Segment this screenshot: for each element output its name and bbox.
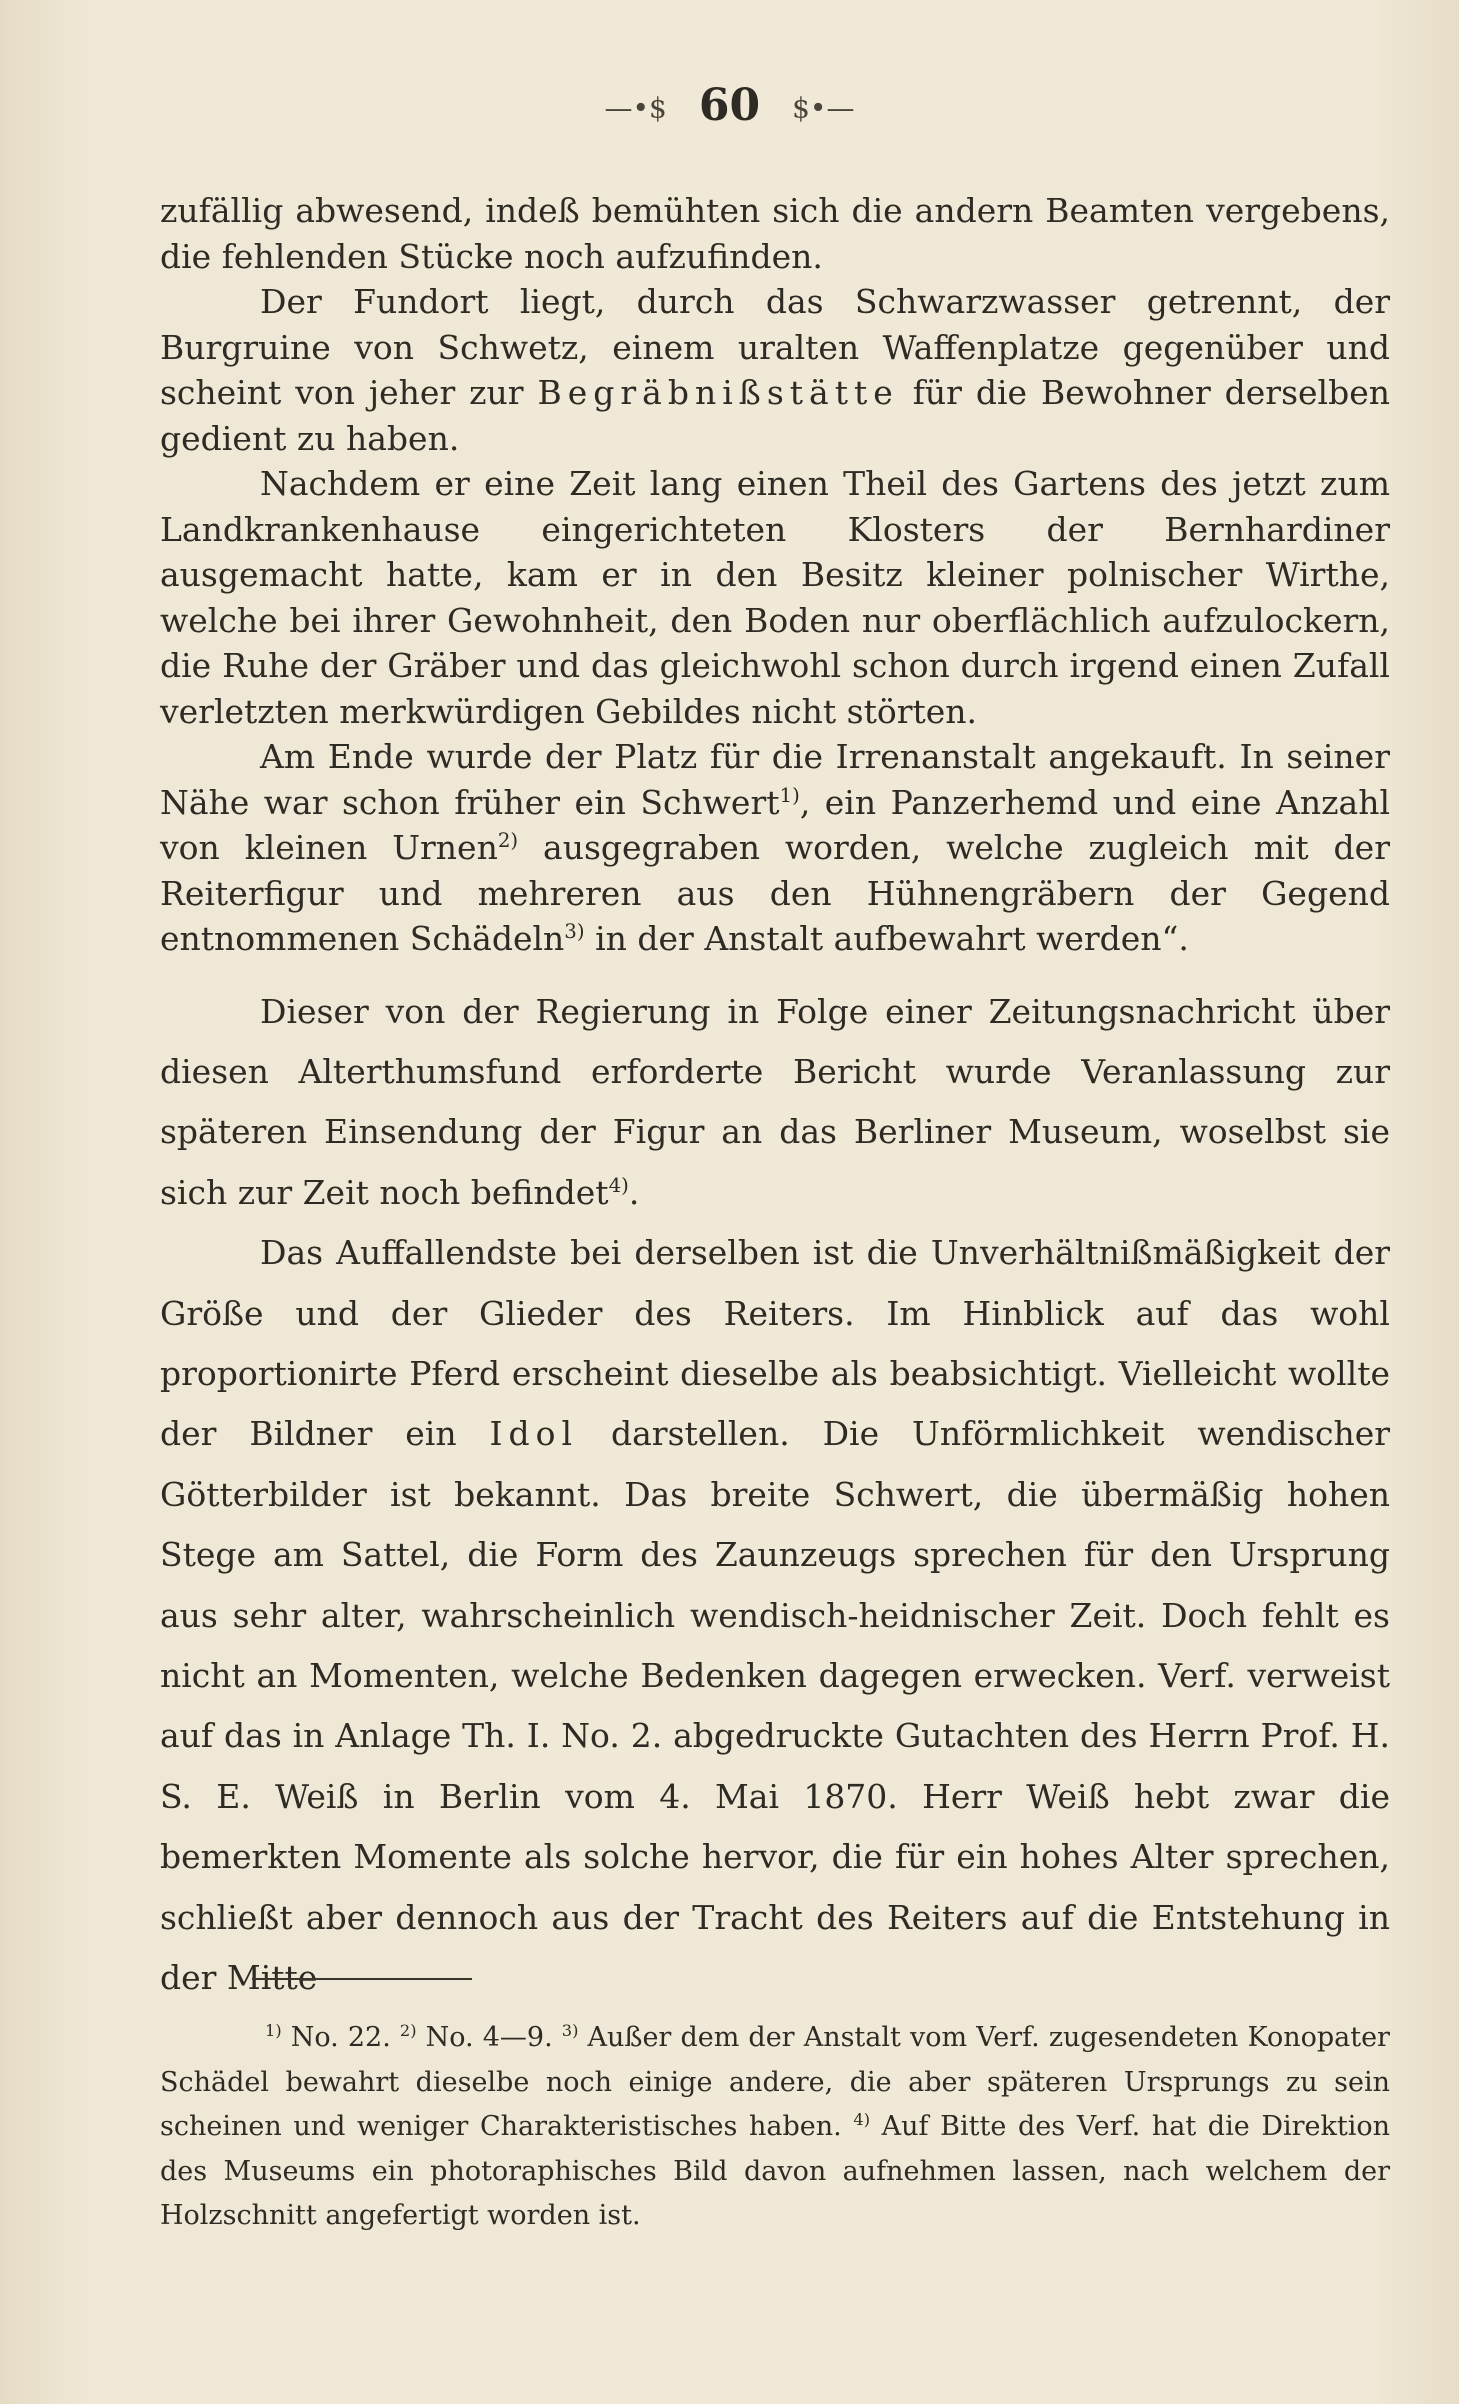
main-paragraph-2-part-a: Das Auffallendste bei derselben ist die Unverhältnißmäßigkeit der Größe und der Glieder des Reiters. Im Hinblick auf das wohl proportionirte Pferd erscheint dieselbe als beabsichtigt. Vielleicht wollte der Bildner ein — [160, 1233, 1390, 1454]
quote-paragraph-1 — [160, 188, 1390, 279]
body-text — [160, 188, 1390, 2008]
footnotes-paragraph — [160, 2016, 1390, 2239]
quote-paragraph-2 — [160, 279, 1390, 461]
footnote-marker-3: 3) — [564, 920, 585, 943]
footnote-3-text: Außer dem der Anstalt vom Verf. zugesendeten Konopater Schädel bewahrt dieselbe noch einige andere, die aber späteren Ursprungs zu sein scheinen und weniger Charakteristisches haben. — [160, 2022, 1390, 2143]
quote-paragraph-2-end: für die Bewohner derselben gedient zu haben. — [160, 373, 1390, 458]
footnotes — [160, 2016, 1390, 2239]
main-paragraph-1 — [160, 982, 1390, 1224]
footnote-1-text: No. 22. — [281, 2022, 400, 2053]
main-text — [160, 982, 1390, 2009]
footnote-2-number: 2) — [399, 2021, 417, 2040]
quote-paragraph-4-part-a: Am Ende wurde der Platz für die Irrenanstalt angekauft. In seiner Nähe war schon früher ein Schwert — [160, 737, 1390, 822]
page-number: 60 — [698, 80, 761, 131]
page-header — [0, 80, 1459, 133]
spaced-term-idol: Idol — [489, 1414, 579, 1454]
main-paragraph-2-part-b: darstellen. Die Unförmlichkeit wendischer Götterbilder ist bekannt. Das breite Schwert, die übermäßig hohen Stege am Sattel, die Form des Zaunzeugs sprechen für den Ursprung aus sehr alter, wahrscheinlich wendisch-heidnischer Zeit. Doch fehlt es nicht an Momenten, welche Bedenken dagegen erwecken. Verf. verweist auf das in Anlage Th. I. No. 2. abgedruckte Gutachten des Herrn Prof. H. S. E. Weiß in Berlin vom 4. Mai 1870. Herr Weiß hebt zwar die bemerkten Momente als solche hervor, die für ein hohes Alter sprechen, schließt aber dennoch aus der Tracht des Reiters auf die Entstehung in der Mitte — [160, 1414, 1391, 1997]
quote-paragraph-1-text: zufällig abwesend, indeß bemühten sich die andern Beamten vergebens, die fehlenden Stücke noch aufzufinden. — [160, 191, 1390, 276]
quote-paragraph-4-part-c: ausgegraben worden, welche zugleich mit der Reiterfigur und mehreren aus den Hühnengräbern der Gegend entnommenen Schädeln — [160, 828, 1390, 958]
footnote-4-text: Auf Bitte des Verf. hat die Direktion des Museums ein photoraphisches Bild davon aufnehmen lassen, nach welchem der Holzschnitt angefertigt worden ist. — [160, 2111, 1390, 2232]
footnote-marker-2: 2) — [497, 829, 519, 852]
quote-paragraph-3 — [160, 461, 1390, 734]
spaced-term-begraebnisstaette: Begräbnißstätte — [537, 373, 899, 412]
main-paragraph-1-end: . — [628, 1172, 640, 1212]
main-paragraph-1-text: Dieser von der Regierung in Folge einer Zeitungsnachricht über diesen Alterthumsfund erforderte Bericht wurde Veranlassung zur späteren Einsendung der Figur an das Berliner Museum, woselbst sie sich zur Zeit noch befindet — [160, 991, 1390, 1212]
footnote-2-text: No. 4—9. — [416, 2022, 562, 2053]
footnote-4-number: 4) — [853, 2110, 871, 2130]
quote-paragraph-3-text: Nachdem er eine Zeit lang einen Theil des Gartens des jetzt zum Landkrankenhause eingerichteten Klosters der Bernhardiner ausgemacht hatte, kam er in den Besitz kleiner polnischer Wirthe, welche bei ihrer Gewohnheit, den Boden nur oberflächlich aufzulockern, die Ruhe der Gräber und das gleichwohl schon durch irgend einen Zufall verletzten merkwürdigen Gebildes nicht störten. — [160, 464, 1390, 731]
quote-paragraph-4-part-d: in der Anstalt aufbewahrt werden“. — [584, 919, 1189, 958]
ornament-right: $•— — [792, 91, 855, 125]
footnote-divider — [252, 1978, 472, 1980]
quote-paragraph-4-part-b: , ein Panzerhemd und eine Anzahl von kleinen Urnen — [160, 782, 1391, 867]
quote-paragraph-2-start: Der Fundort liegt, durch das Schwarzwasser getrennt, der Burgruine von Schwetz, einem uralten Waffenplatze gegenüber und scheint von jeher zur — [160, 282, 1390, 412]
quoted-report — [160, 188, 1390, 962]
quote-paragraph-4 — [160, 734, 1390, 962]
footnote-1-number: 1) — [265, 2021, 282, 2040]
footnote-3-number: 3) — [561, 2021, 579, 2040]
footnote-marker-4: 4) — [608, 1173, 629, 1197]
main-paragraph-2 — [160, 1223, 1390, 2008]
ornament-left: —•$ — [604, 91, 667, 125]
footnote-marker-1: 1) — [779, 783, 800, 807]
